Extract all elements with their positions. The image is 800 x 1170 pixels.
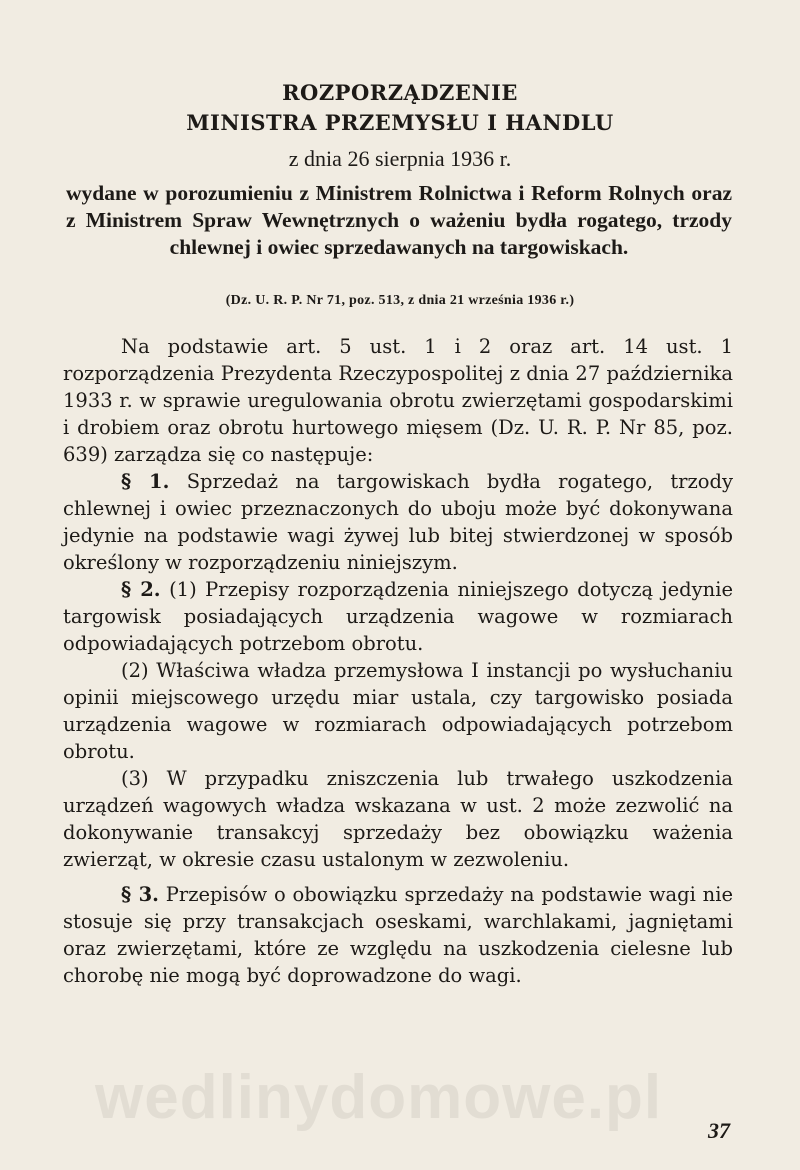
section-3-text: Przepisów o obowiązku sprzedaży na podstawie wagi nie stosuje się przy transakcjach oseskami, warchlakami, jagniętami oraz zwierzętami, które ze względu na uszkodzenia cielesne lub chorobę nie mogą być doprowadzone do wagi. xyxy=(63,883,734,987)
page-number: 37 xyxy=(708,1118,730,1143)
section-1-label: § 1. xyxy=(121,470,170,493)
watermark: wedlinydomowe.pl xyxy=(95,1063,663,1132)
issue-date: z dnia 26 sierpnia 1936 r. xyxy=(288,146,512,171)
regulation-title: wydane w porozumieniu z Ministrem Rolnictwa i Reform Rolnych oraz z Ministrem Spraw Wewnętrznych o ważeniu bydła rogatego, trzody chlewnej i owiec sprzedawanych na targowiskach. xyxy=(66,181,732,259)
preamble: Na podstawie art. 5 ust. 1 i 2 oraz art. 14 ust. 1 rozporządzenia Prezydenta Rzeczypospolitej z dnia 27 października 1933 r. w sprawie uregulowania obrotu zwierzętami gospodarskimi i drobiem oraz obrotu hurtowego mięsem (Dz. U. R. P. Nr 85, poz. 639) zarządza się co następuje: xyxy=(63,335,733,466)
section-1 xyxy=(63,468,733,576)
regulation-body xyxy=(63,333,733,989)
section-3 xyxy=(63,881,733,989)
section-2-para-1 xyxy=(63,576,733,657)
section-3-label: § 3. xyxy=(121,883,159,906)
section-2-para-2: (2) Właściwa władza przemysłowa I instancji po wysłuchaniu opinii miejscowego urzędu miar ustala, czy targowisko posiada urządzenia wagowe w rozmiarach odpowiadających potrzebom obrotu. xyxy=(63,659,733,763)
heading-regulation: ROZPORZĄDZENIE xyxy=(282,80,518,105)
journal-reference: (Dz. U. R. P. Nr 71, poz. 513, z dnia 21 września 1936 r.) xyxy=(225,293,575,308)
section-2-para-3: (3) W przypadku zniszczenia lub trwałego uszkodzenia urządzeń wagowych władza wskazana w ust. 2 może zezwolić na dokonywanie transakcyj sprzedaży bez obowiązku ważenia zwierząt, w okresie czasu ustalonym w zezwoleniu. xyxy=(63,767,733,871)
section-2-label: § 2. xyxy=(121,578,161,601)
section-1-text: Sprzedaż na targowiskach bydła rogatego, trzody chlewnej i owiec przeznaczonych do uboju może być dokonywana jedynie na podstawie wagi żywej lub bitej stwierdzonej w sposób określony w rozporządzeniu niniejszym. xyxy=(63,470,734,574)
heading-ministry: MINISTRA PRZEMYSŁU I HANDLU xyxy=(186,110,614,135)
section-2-para-1-text: (1) Przepisy rozporządzenia niniejszego dotyczą jedynie targowisk posiadających urządzenia wagowe w rozmiarach odpowiadających potrzebom obrotu. xyxy=(63,578,734,655)
